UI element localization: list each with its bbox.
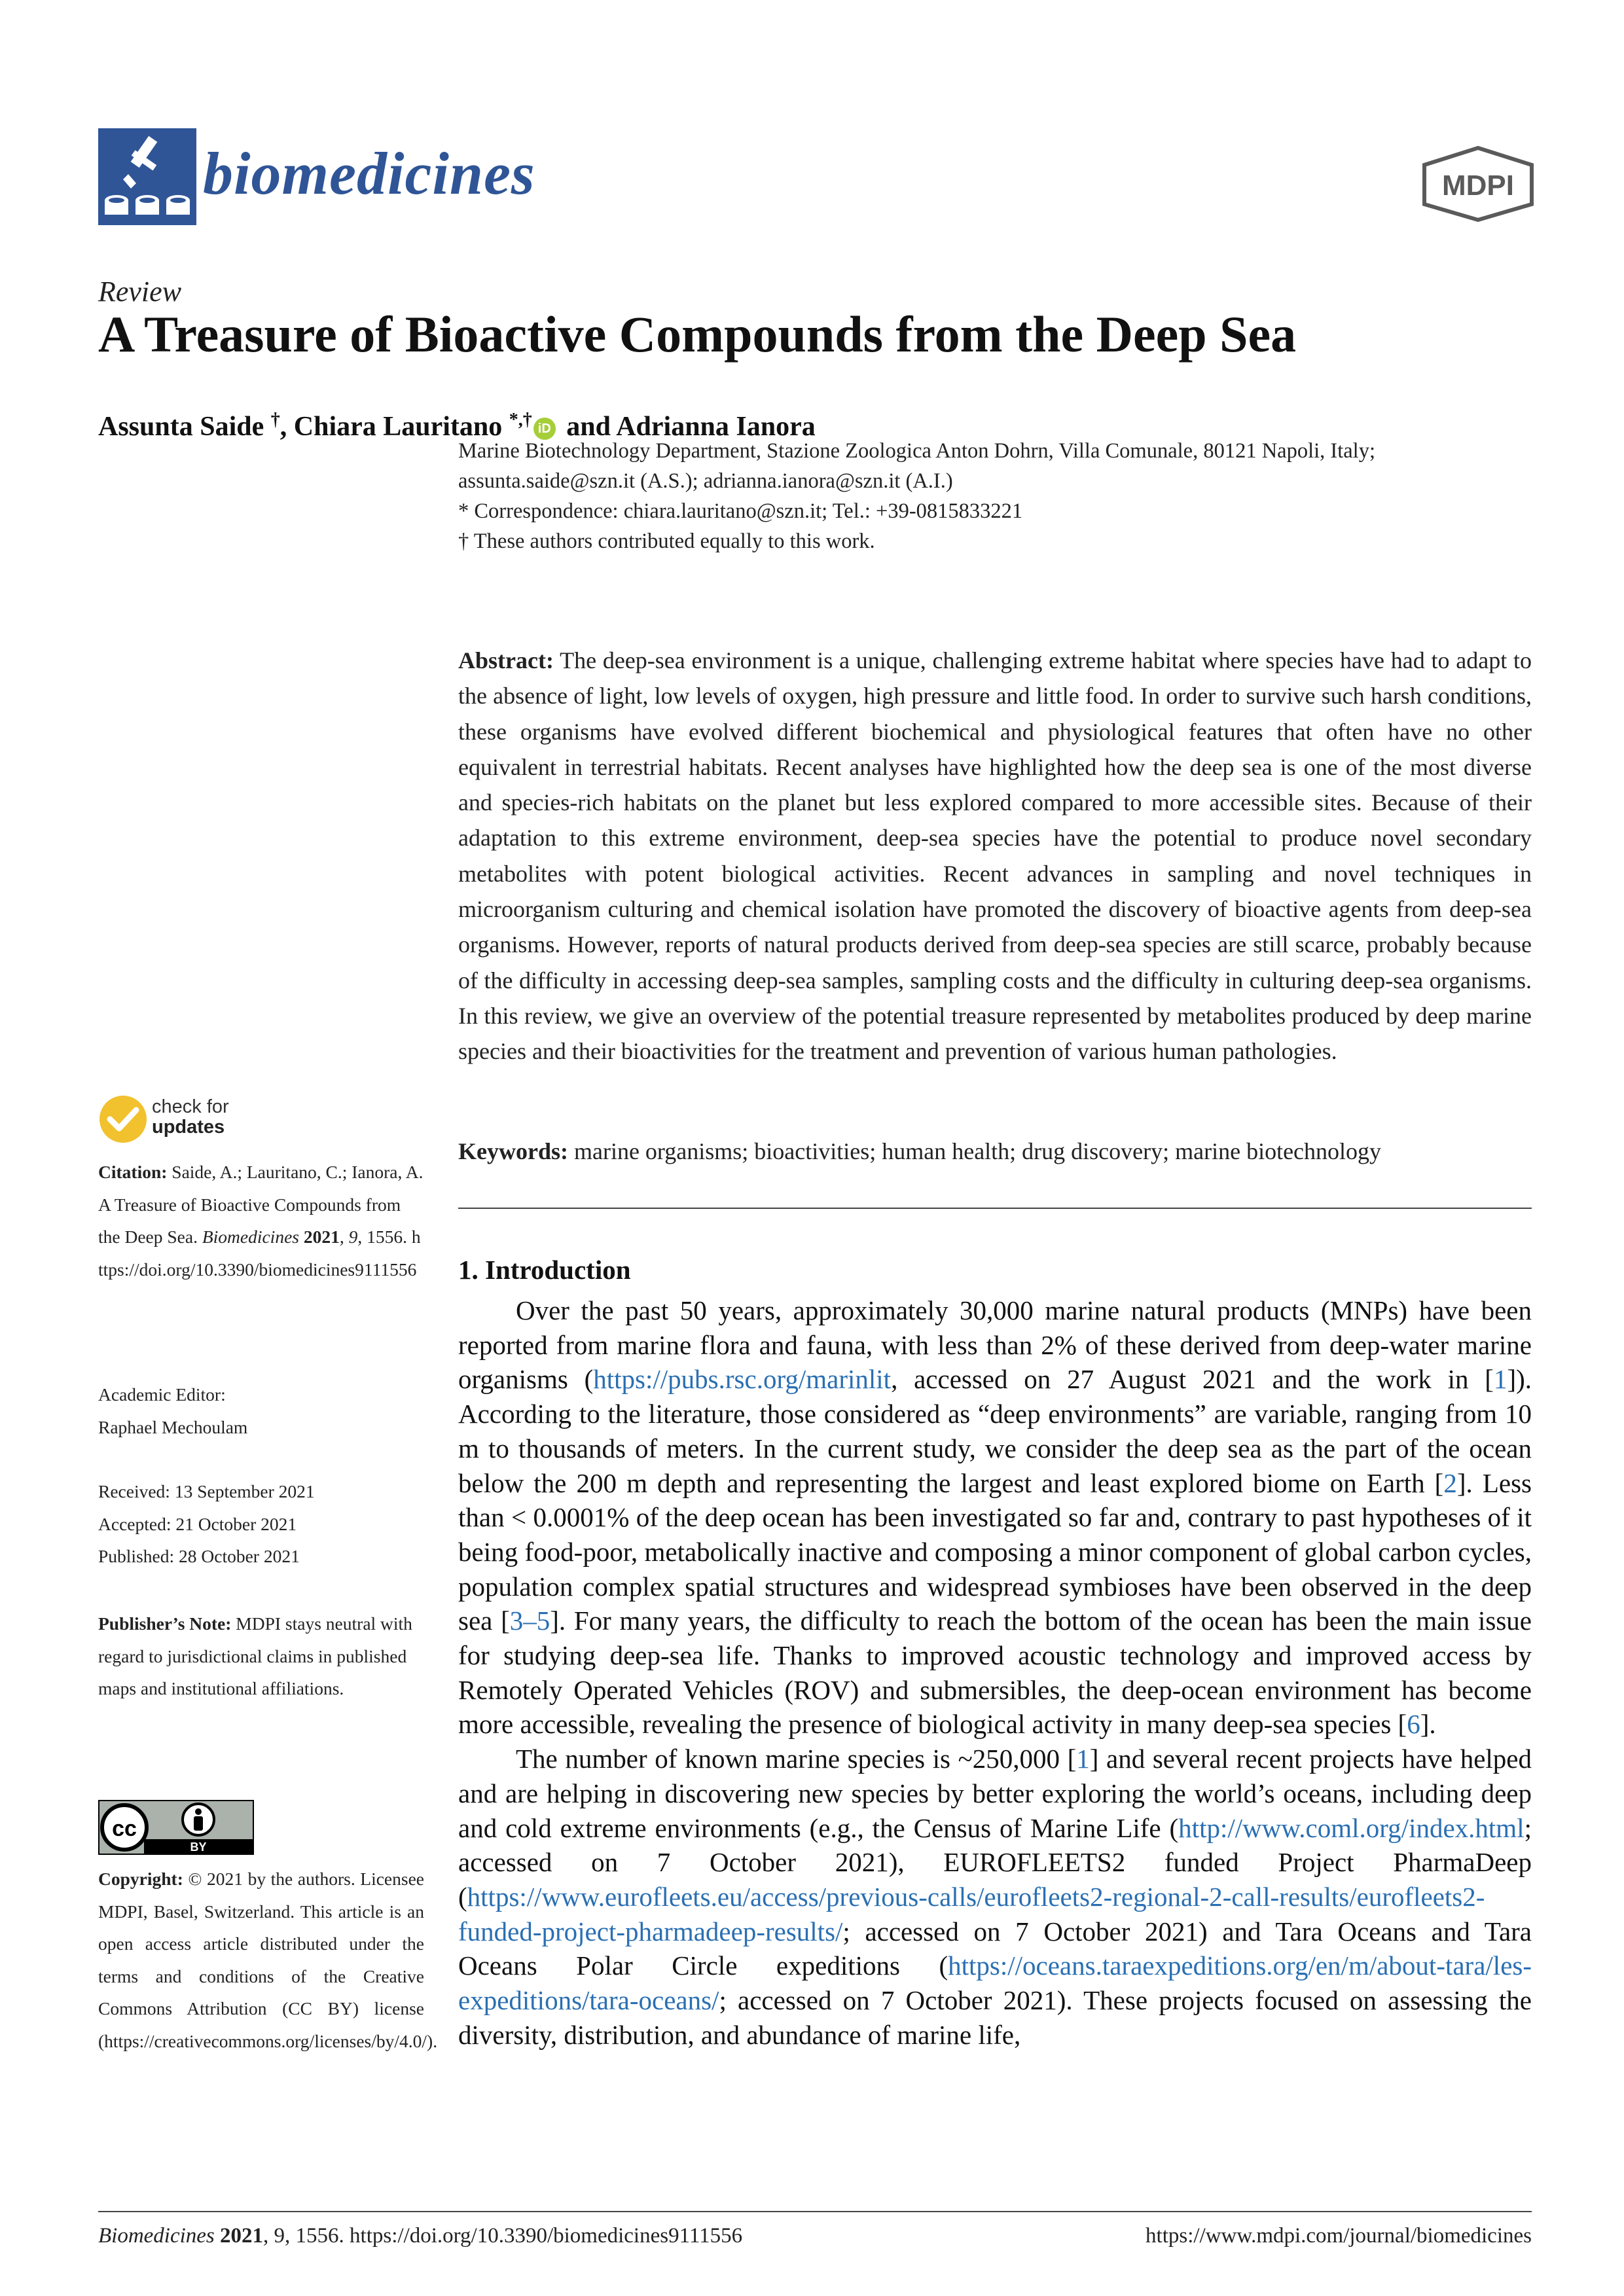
citation-pages: , 1556.: [357, 1227, 407, 1247]
article-type: Review: [98, 276, 182, 308]
cc-by-license-icon[interactable]: [98, 1800, 254, 1855]
academic-editor: [98, 1378, 424, 1443]
accepted-date: Accepted: 21 October 2021: [98, 1513, 297, 1534]
publisher-note-text: MDPI stays neutral with regard to jurisdictional claims in published maps and institutional affiliations.: [98, 1613, 412, 1698]
citation-volume: 9: [348, 1227, 358, 1247]
abstract-label: Abstract:: [458, 647, 554, 673]
author-name: Chiara Lauritano: [293, 412, 503, 442]
abstract-text: The deep-sea environment is a unique, challenging extreme habitat where species have had to adapt to the absence of light, low levels of oxygen, high pressure and little food. In order to survive such harsh conditions, these organisms have evolved different biochemical and physiological features that often have no other equivalent in terrestrial habitats. Recent analyses have highlighted how the deep sea is one of the most diverse and species-rich habitats on the planet but less explored compared to more accessible sites. Because of their adaptation to this extreme environment, deep-sea species have the potential to produce novel secondary metabolites with potent biological activities. Recent advances in sampling and novel techniques in microorganism culturing and chemical isolation have promoted the discovery of bioactive agents from deep-sea organisms. However, reports of natural products derived from deep-sea species are still scarce, probably because of the difficulty in accessing deep-sea samples, sampling costs and the difficulty in culturing deep-sea organisms. In this review, we give an overview of the potential treasure represented by metabolites produced by deep marine species and their bioactivities for the treatment and prevention of various human pathologies.: [458, 647, 1532, 1065]
mdpi-logo-text: MDPI: [1442, 170, 1514, 202]
citation-text: Saide, A.; Lauritano, C.; Ianora, A. A Treasure of Bioactive Compounds from the Deep Sea.: [98, 1162, 424, 1247]
author-name: Assunta Saide: [98, 412, 264, 442]
keywords-text: marine organisms; bioactivities; human health; drug discovery; marine biotechnology: [573, 1138, 1382, 1164]
paragraph-text: , accessed on 27 August 2021 and the work in [: [891, 1364, 1494, 1395]
citation-year: 2021: [303, 1227, 340, 1247]
census-link[interactable]: http://www.coml.org/index.html: [1178, 1812, 1525, 1843]
correspondence: * Correspondence: chiara.lauritano@szn.it; Tel.: +39-0815833221: [458, 499, 1023, 523]
cc-label: cc: [112, 1816, 137, 1841]
paragraph-text: The number of known marine species is ~250,000 [: [516, 1744, 1077, 1774]
footer-journal: Biomedicines: [98, 2224, 215, 2248]
check-updates-line: check for: [152, 1096, 229, 1117]
published-date: Published: 28 October 2021: [98, 1546, 300, 1566]
introduction-body: [458, 1293, 1532, 2052]
check-for-updates-icon[interactable]: [98, 1094, 148, 1144]
orcid-icon[interactable]: iD: [533, 418, 556, 440]
author-mark: †: [270, 410, 280, 430]
by-label: BY: [190, 1840, 207, 1854]
check-updates-line: updates: [152, 1117, 225, 1138]
footer-citation: [98, 2224, 742, 2248]
author-mark: *,†: [509, 410, 532, 430]
reference-link[interactable]: 1: [1493, 1364, 1507, 1395]
academic-editor-name: Raphael Mechoulam: [98, 1416, 248, 1437]
paragraph-text: ]). According to the literature, those considered as “deep environments” are variable, ranging from 10 m to thousands of meters. In the current study, we consider the deep sea as the part of the ocean below the 200 m depth and representing the largest and least explored biome on Earth [: [458, 1364, 1532, 1498]
footer-journal-url[interactable]: https://www.mdpi.com/journal/biomedicines: [1146, 2224, 1532, 2248]
citation-label: Citation:: [98, 1162, 168, 1182]
paragraph-text: Over the past 50 years, approximately 30,000 marine natural products (MNPs) have been reported from marine flora and fauna, with less than 2% of these derived from deep-water marine organisms (: [458, 1295, 1532, 1395]
footer-divider: [98, 2211, 1532, 2212]
keywords-label: Keywords:: [458, 1138, 568, 1164]
reference-link[interactable]: 3–5: [509, 1605, 550, 1636]
copyright: [98, 1863, 438, 2057]
citation-doi[interactable]: https://doi.org/10.3390/biomedicines9111556: [98, 1227, 421, 1280]
affiliation-emails: assunta.saide@szn.it (A.S.); adrianna.ianora@szn.it (A.I.): [458, 469, 953, 493]
journal-name: biomedicines: [203, 140, 535, 207]
reference-link[interactable]: 2: [1443, 1467, 1457, 1498]
copyright-text: © 2021 by the authors. Licensee MDPI, Basel, Switzerland. This article is an open access article distributed under the terms and conditions of the Creative Commons Attribution (CC BY) license (https://creativecommons.org/licenses/by/4.0/).: [98, 1869, 438, 2051]
citation-journal: Biomedicines: [202, 1227, 299, 1247]
abstract: [458, 643, 1532, 1069]
paragraph: [458, 1293, 1532, 1742]
reference-link[interactable]: 6: [1407, 1709, 1420, 1740]
reference-link[interactable]: 1: [1076, 1744, 1090, 1774]
publication-dates: [98, 1475, 424, 1573]
paragraph: [458, 1742, 1532, 2052]
eurofleets-link[interactable]: https://www.eurofleets.eu/access/previous-calls/eurofleets2-regional-2-call-results/eurofleets2-funded-project-pharmadeep-results/: [458, 1881, 1485, 1946]
tara-oceans-link[interactable]: https://oceans.taraexpeditions.org/en/m/about-tara/les-expeditions/tara-oceans/: [458, 1950, 1532, 2016]
journal-logo-icon: [98, 128, 196, 225]
publisher-note: [98, 1607, 424, 1705]
paragraph-text: ]. For many years, the difficulty to reach the bottom of the ocean has been the main issue for studying deep-sea life. Thanks to improved acoustic technology and improved access by Remotely Operated Vehicles (ROV) and submersibles, the deep-ocean environment has become more accessible, revealing the presence of biological activity in many deep-sea species [: [458, 1605, 1532, 1740]
footer-doi[interactable]: , 9, 1556. https://doi.org/10.3390/biomedicines9111556: [263, 2224, 743, 2248]
paragraph-text: ; accessed on 7 October 2021), EUROFLEETS2 funded Project PharmaDeep (: [458, 1812, 1532, 1912]
section-divider: [458, 1208, 1532, 1209]
author-name: Adrianna Ianora: [616, 412, 816, 442]
footer-year: 2021: [220, 2224, 264, 2248]
paragraph-text: ; accessed on 7 October 2021). These projects focused on assessing the diversity, distribution, and abundance of marine life,: [458, 1985, 1532, 2050]
copyright-label: Copyright:: [98, 1869, 183, 1889]
equal-contribution-note: † These authors contributed equally to this work.: [458, 529, 875, 553]
citation-block: Citation: Saide, A.; Lauritano, C.; Ianora, A. A Treasure of Bioactive Compounds from the Deep Sea. Biomedicines 2021, 9, 1556. https://doi.org/10.3390/biomedicines9111556: [98, 1162, 424, 1280]
check-for-updates-label[interactable]: [152, 1097, 229, 1138]
author-separator: ,: [280, 412, 294, 442]
received-date: Received: 13 September 2021: [98, 1481, 315, 1501]
article-title: A Treasure of Bioactive Compounds from the Deep Sea: [98, 306, 1297, 363]
affiliation-line: Marine Biotechnology Department, Stazione Zoologica Anton Dohrn, Villa Comunale, 80121 Napoli, Italy;: [458, 439, 1375, 463]
author-separator: and: [559, 412, 617, 442]
marinlit-link[interactable]: https://pubs.rsc.org/marinlit: [593, 1364, 892, 1395]
academic-editor-label: Academic Editor:: [98, 1384, 226, 1405]
mdpi-logo-icon: [1419, 145, 1537, 223]
paragraph-text: ].: [1420, 1709, 1436, 1740]
keywords: [458, 1138, 1381, 1165]
paragraph-text: ]. Less than < 0.0001% of the deep ocean has been investigated so far and, contrary to past hypotheses of it being food-poor, metabolically inactive and composing a minor component of global carbon cycles, population complex spatial structures and widespread symbioses have been observed in the deep sea [: [458, 1467, 1532, 1636]
section-heading: 1. Introduction: [458, 1255, 631, 1285]
paragraph-text: ; accessed on 7 October 2021) and Tara Oceans and Tara Oceans Polar Circle expeditions (: [458, 1916, 1532, 1981]
publisher-note-label: Publisher’s Note:: [98, 1613, 232, 1634]
paragraph-text: ] and several recent projects have helped and are helping in discovering new species by better exploring the world’s oceans, including deep and cold extreme environments (e.g., the Census of Marine Life (: [458, 1744, 1532, 1843]
